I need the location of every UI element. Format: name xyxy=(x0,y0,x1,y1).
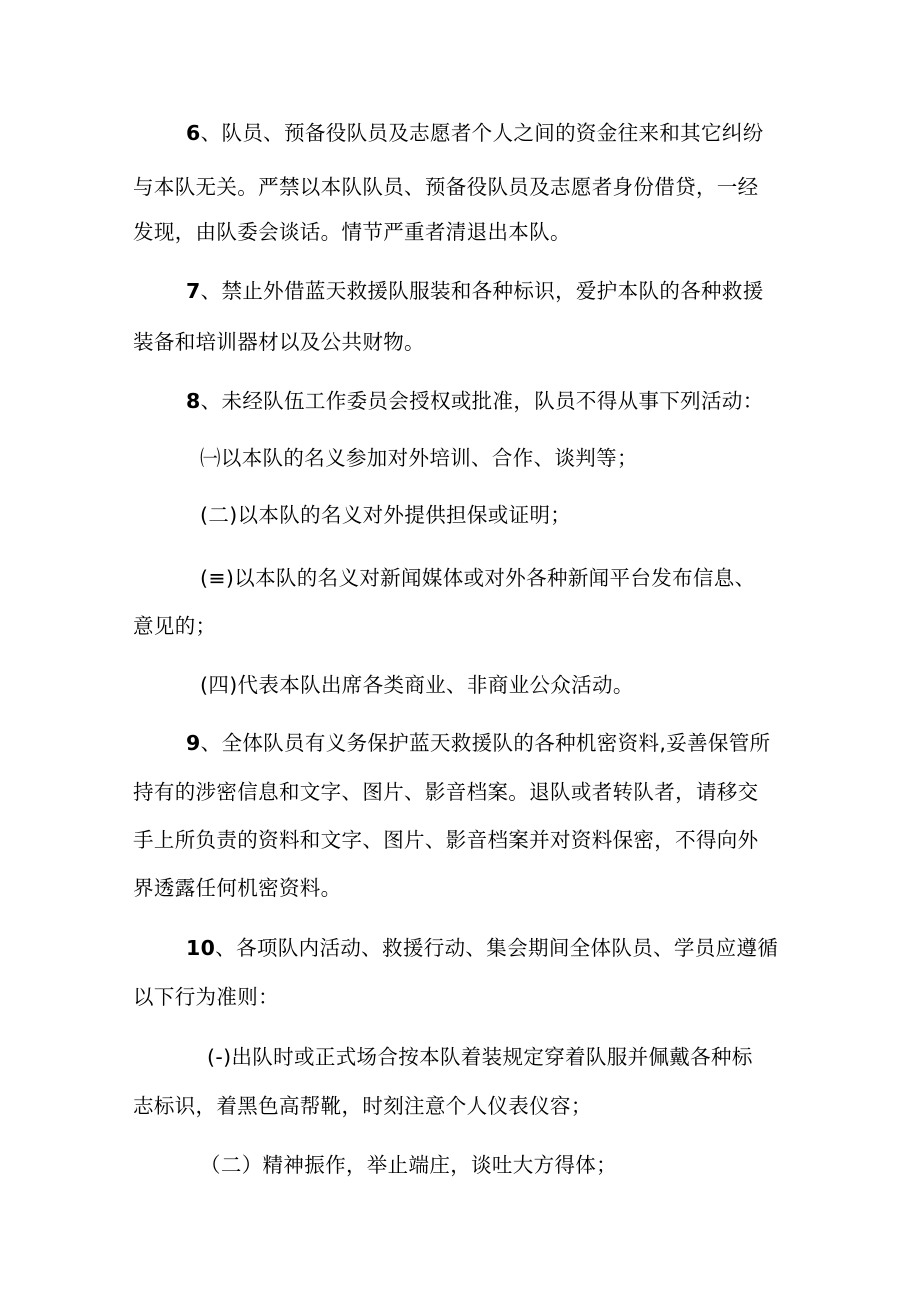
line-text: 、各项队内活动、救援行动、集会期间全体队员、学员应遵循 xyxy=(215,936,779,960)
item-number: 8 xyxy=(186,389,201,413)
subitem-10-1-line-1: (-)出队时或正式场合按本队着装规定穿着队服并佩戴各种标 xyxy=(207,1045,753,1069)
subitem-8-2: (二)以本队的名义对外提供担保或证明； xyxy=(200,503,572,527)
item-number: 7 xyxy=(186,279,201,303)
paragraph-8-line-1 xyxy=(186,387,764,415)
paragraph-9-line-1 xyxy=(186,729,770,757)
paragraph-9-line-3: 手上所负责的资料和文字、图片、影音档案并对资料保密，不得向外 xyxy=(133,828,759,852)
paragraph-9-line-4: 界透露任何机密资料。 xyxy=(133,876,342,900)
paragraph-9-line-2: 持有的涉密信息和文字、图片、影音档案。退队或者转队者，请移交 xyxy=(133,780,759,804)
subitem-8-1: ㈠以本队的名义参加对外培训、合作、谈判等； xyxy=(200,446,638,470)
paragraph-6-line-2: 与本队无关。严禁以本队队员、预备役队员及志愿者身份借贷，一经 xyxy=(133,175,759,199)
paragraph-7-line-1 xyxy=(186,277,764,305)
subitem-10-2: （二）精神振作，举止端庄，谈吐大方得体； xyxy=(200,1153,617,1177)
item-number: 6 xyxy=(186,121,201,145)
paragraph-6-line-3: 发现，由队委会谈话。情节严重者清退出本队。 xyxy=(133,220,571,244)
subitem-8-4: (四)代表本队出席各类商业、非商业公众活动。 xyxy=(200,673,634,697)
paragraph-6-line-1 xyxy=(186,119,764,147)
paragraph-10-line-2: 以下行为准则： xyxy=(133,985,279,1009)
line-text: 、未经队伍工作委员会授权或批准，队员不得从事下列活动： xyxy=(200,389,764,413)
line-text: 、禁止外借蓝天救援队服装和各种标识，爱护本队的各种救援 xyxy=(200,279,764,303)
item-number: 9 xyxy=(186,731,201,755)
subitem-8-3-line-1: (≡)以本队的名义对新闻媒体或对外各种新闻平台发布信息、 xyxy=(200,566,756,590)
paragraph-7-line-2: 装备和培训器材以及公共财物。 xyxy=(133,330,425,354)
paragraph-10-line-1 xyxy=(186,934,778,962)
line-text: 、队员、预备役队员及志愿者个人之间的资金往来和其它纠纷 xyxy=(200,121,764,145)
item-number: 10 xyxy=(186,936,216,960)
subitem-8-3-line-2: 意见的； xyxy=(133,614,217,638)
line-text: 、全体队员有义务保护蓝天救援队的各种机密资料,妥善保管所 xyxy=(200,731,771,755)
subitem-10-1-line-2: 志标识，着黑色高帮靴，时刻注意个人仪表仪容； xyxy=(133,1094,592,1118)
